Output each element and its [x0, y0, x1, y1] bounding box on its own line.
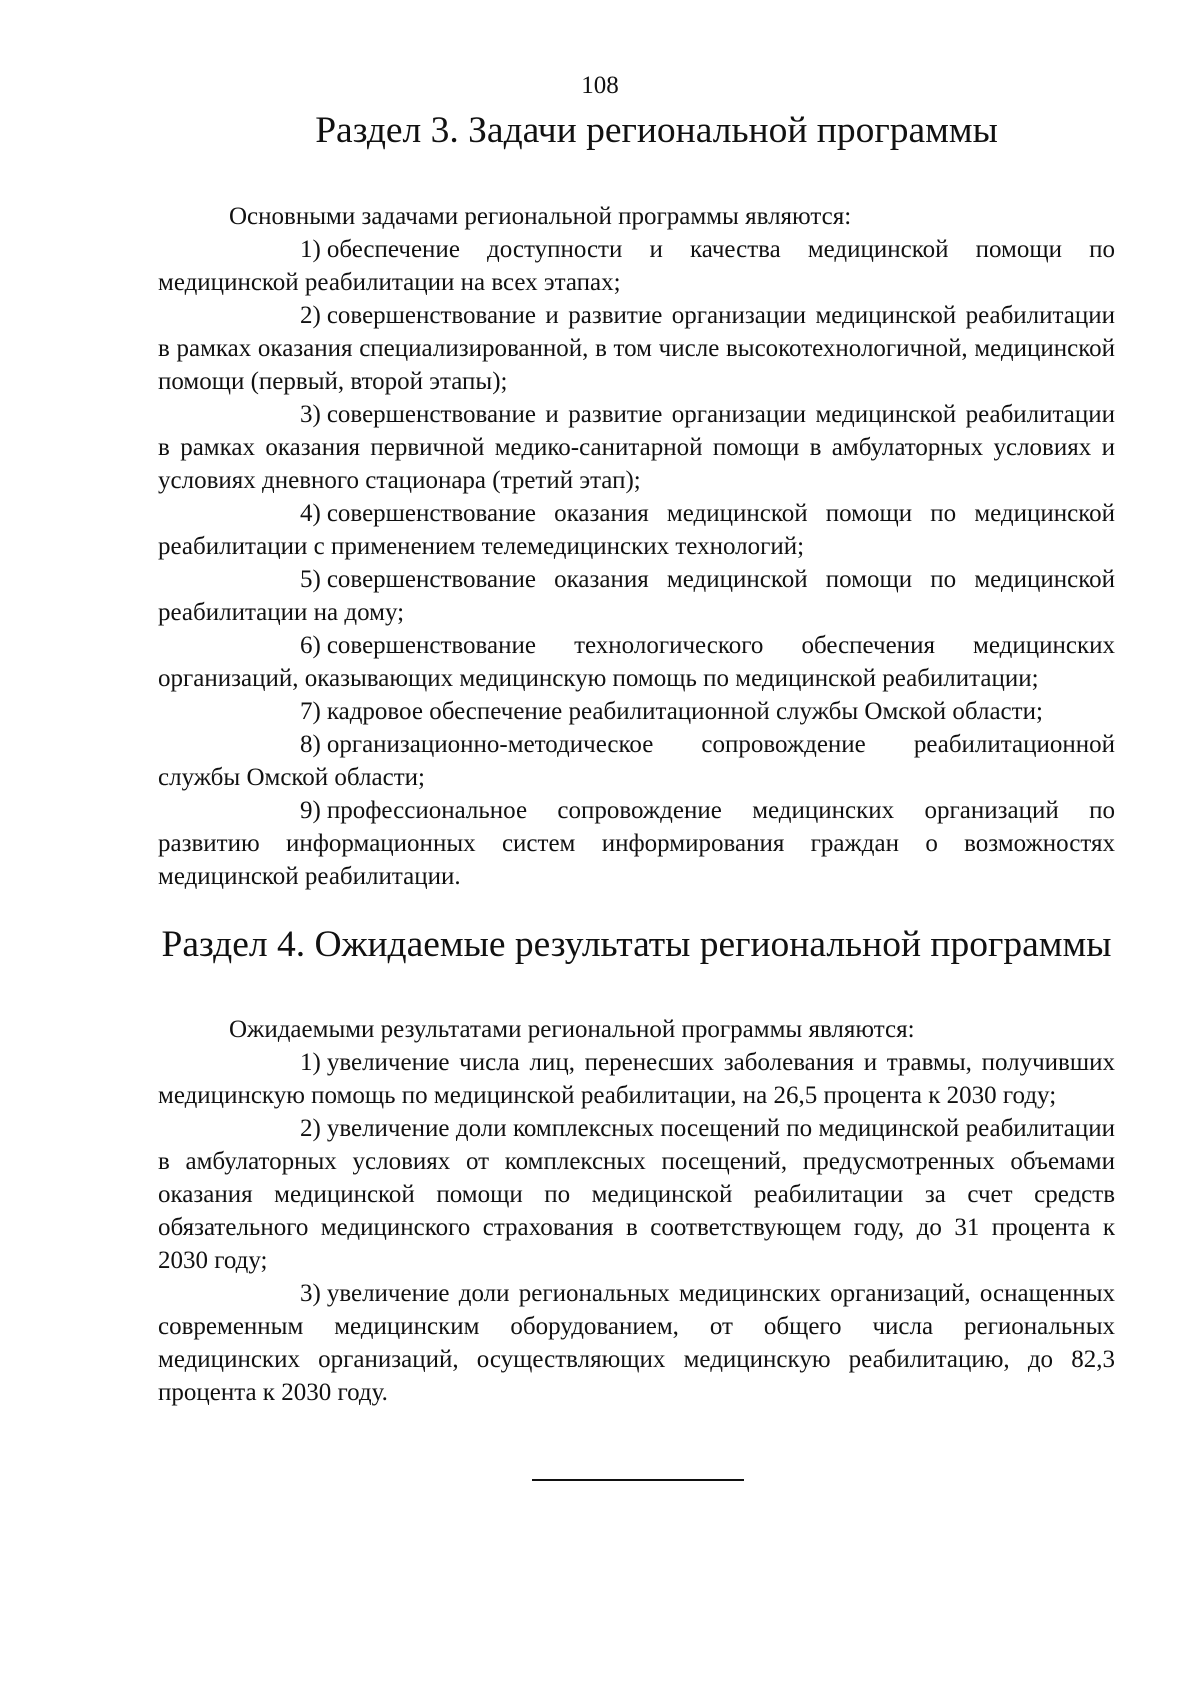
item-number: 2)	[300, 302, 321, 329]
list-item	[158, 497, 1115, 563]
item-text: увеличение доли комплексных посещений по медицинской реабилитации в амбулаторных условиях от комплексных посещений, предусмотренных объемами оказания медицинской помощи по медицинской реабилитации за счет средств обязательного медицинского страхования в соответствующем году, до 31 процента к 2030 году;	[158, 1115, 1115, 1274]
item-number: 4)	[300, 500, 321, 527]
section-3-heading: Раздел 3. Задачи региональной программы	[315, 110, 998, 151]
item-text: совершенствование и развитие организации медицинской реабилитации в рамках оказания первичной медико-санитарной помощи в амбулаторных условиях и условиях дневного стационара (третий этап);	[158, 401, 1115, 494]
item-text: совершенствование и развитие организации медицинской реабилитации в рамках оказания специализированной, в том числе высокотехнологичной, медицинской помощи (первый, второй этапы);	[158, 302, 1115, 395]
item-text: увеличение числа лиц, перенесших заболевания и травмы, получивших медицинскую помощь по медицинской реабилитации, на 26,5 процента к 2030 году;	[158, 1049, 1115, 1109]
list-item	[158, 563, 1115, 629]
item-text: обеспечение доступности и качества медицинской помощи по медицинской реабилитации на всех этапах;	[158, 236, 1115, 296]
page-content	[158, 110, 1115, 1409]
item-number: 7)	[300, 698, 321, 725]
list-item	[158, 299, 1115, 398]
section-3-list	[158, 233, 1115, 893]
section-4-heading: Раздел 4. Ожидаемые результаты региональной программы	[161, 924, 1112, 965]
section-3-intro: Основными задачами региональной программы являются:	[229, 203, 852, 230]
list-item	[158, 398, 1115, 497]
item-number: 1)	[300, 236, 321, 263]
item-text: организационно-методическое сопровождение реабилитационной службы Омской области;	[158, 731, 1115, 791]
item-number: 3)	[300, 401, 321, 428]
item-number: 1)	[300, 1049, 321, 1076]
item-number: 8)	[300, 731, 321, 758]
item-text: увеличение доли региональных медицинских организаций, оснащенных современным медицинским оборудованием, от общего числа региональных медицинских организаций, осуществляющих медицинскую реабилитацию, до 82,3 процента к 2030 году.	[158, 1280, 1115, 1406]
item-text: профессиональное сопровождение медицинских организаций по развитию информационных систем информирования граждан о возможностях медицинской реабилитации.	[158, 797, 1115, 890]
list-item	[158, 794, 1115, 893]
item-number: 9)	[300, 797, 321, 824]
list-item	[158, 728, 1115, 794]
item-text: совершенствование технологического обеспечения медицинских организаций, оказывающих медицинскую помощь по медицинской реабилитации;	[158, 632, 1115, 692]
item-number: 5)	[300, 566, 321, 593]
list-item	[158, 695, 1115, 728]
section-4-list	[158, 1046, 1115, 1409]
list-item	[158, 1112, 1115, 1277]
list-item	[158, 233, 1115, 299]
item-text: совершенствование оказания медицинской помощи по медицинской реабилитации с применением телемедицинских технологий;	[158, 500, 1115, 560]
list-item	[158, 1277, 1115, 1409]
item-text: совершенствование оказания медицинской помощи по медицинской реабилитации на дому;	[158, 566, 1115, 626]
list-item	[158, 1046, 1115, 1112]
item-number: 3)	[300, 1280, 321, 1307]
item-number: 6)	[300, 632, 321, 659]
list-item	[158, 629, 1115, 695]
page-number: 108	[581, 72, 619, 99]
item-text: кадровое обеспечение реабилитационной службы Омской области;	[326, 698, 1043, 725]
item-number: 2)	[300, 1115, 321, 1142]
section-4-intro: Ожидаемыми результатами региональной программы являются:	[229, 1016, 915, 1043]
closing-rule	[532, 1479, 744, 1481]
